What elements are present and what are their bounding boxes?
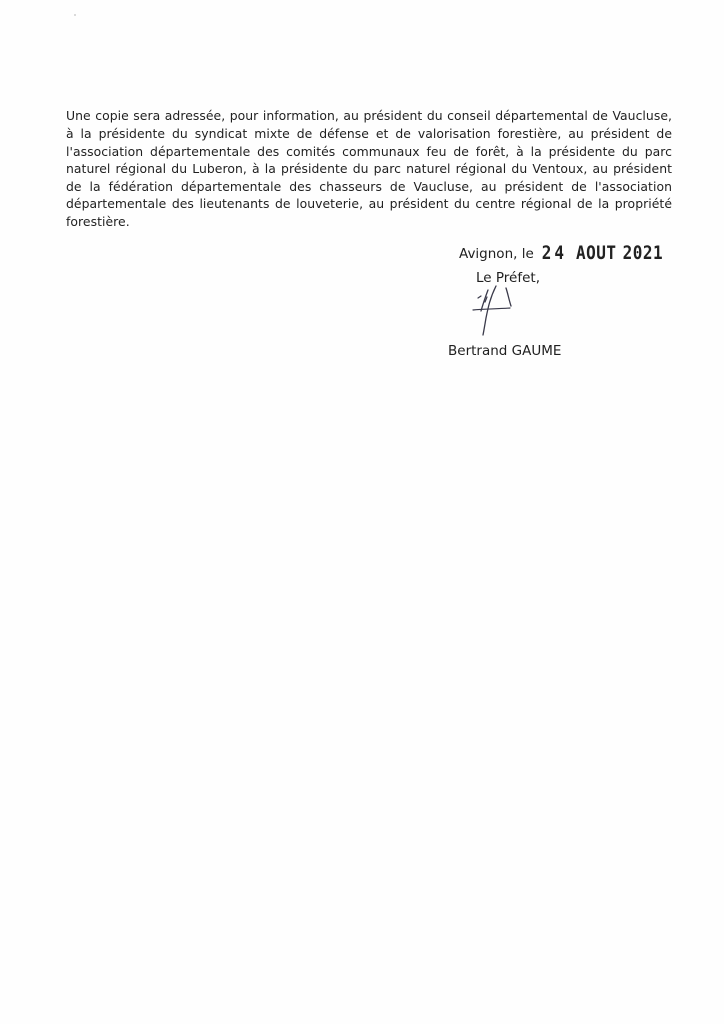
scan-speck (74, 14, 76, 16)
signer-name: Bertrand GAUME (448, 343, 562, 359)
date-day: 24 (541, 241, 568, 264)
distribution-paragraph: Une copie sera adressée, pour information, au président du conseil départemental de Vaucluse, à la présidente du syndicat mixte de défense et de valorisation forestière, au président de l'association départementale des comités communaux feu de forêt, à la présidente du parc naturel régional du Luberon, à la présidente du parc naturel régional du Ventoux, au président de la fédération départementale des chasseurs de Vaucluse, au président de l'association départementale des lieutenants de louveterie, au président du centre régional de la propriété forestière. (66, 108, 672, 229)
date-stamp (542, 242, 663, 264)
place-label: Avignon, le (459, 246, 534, 262)
date-month: AOUT (576, 241, 617, 264)
date-year: 2021 (622, 241, 664, 264)
place-and-date (459, 243, 663, 262)
handwritten-signature (468, 284, 528, 336)
signer-title: Le Préfet, (476, 270, 540, 286)
